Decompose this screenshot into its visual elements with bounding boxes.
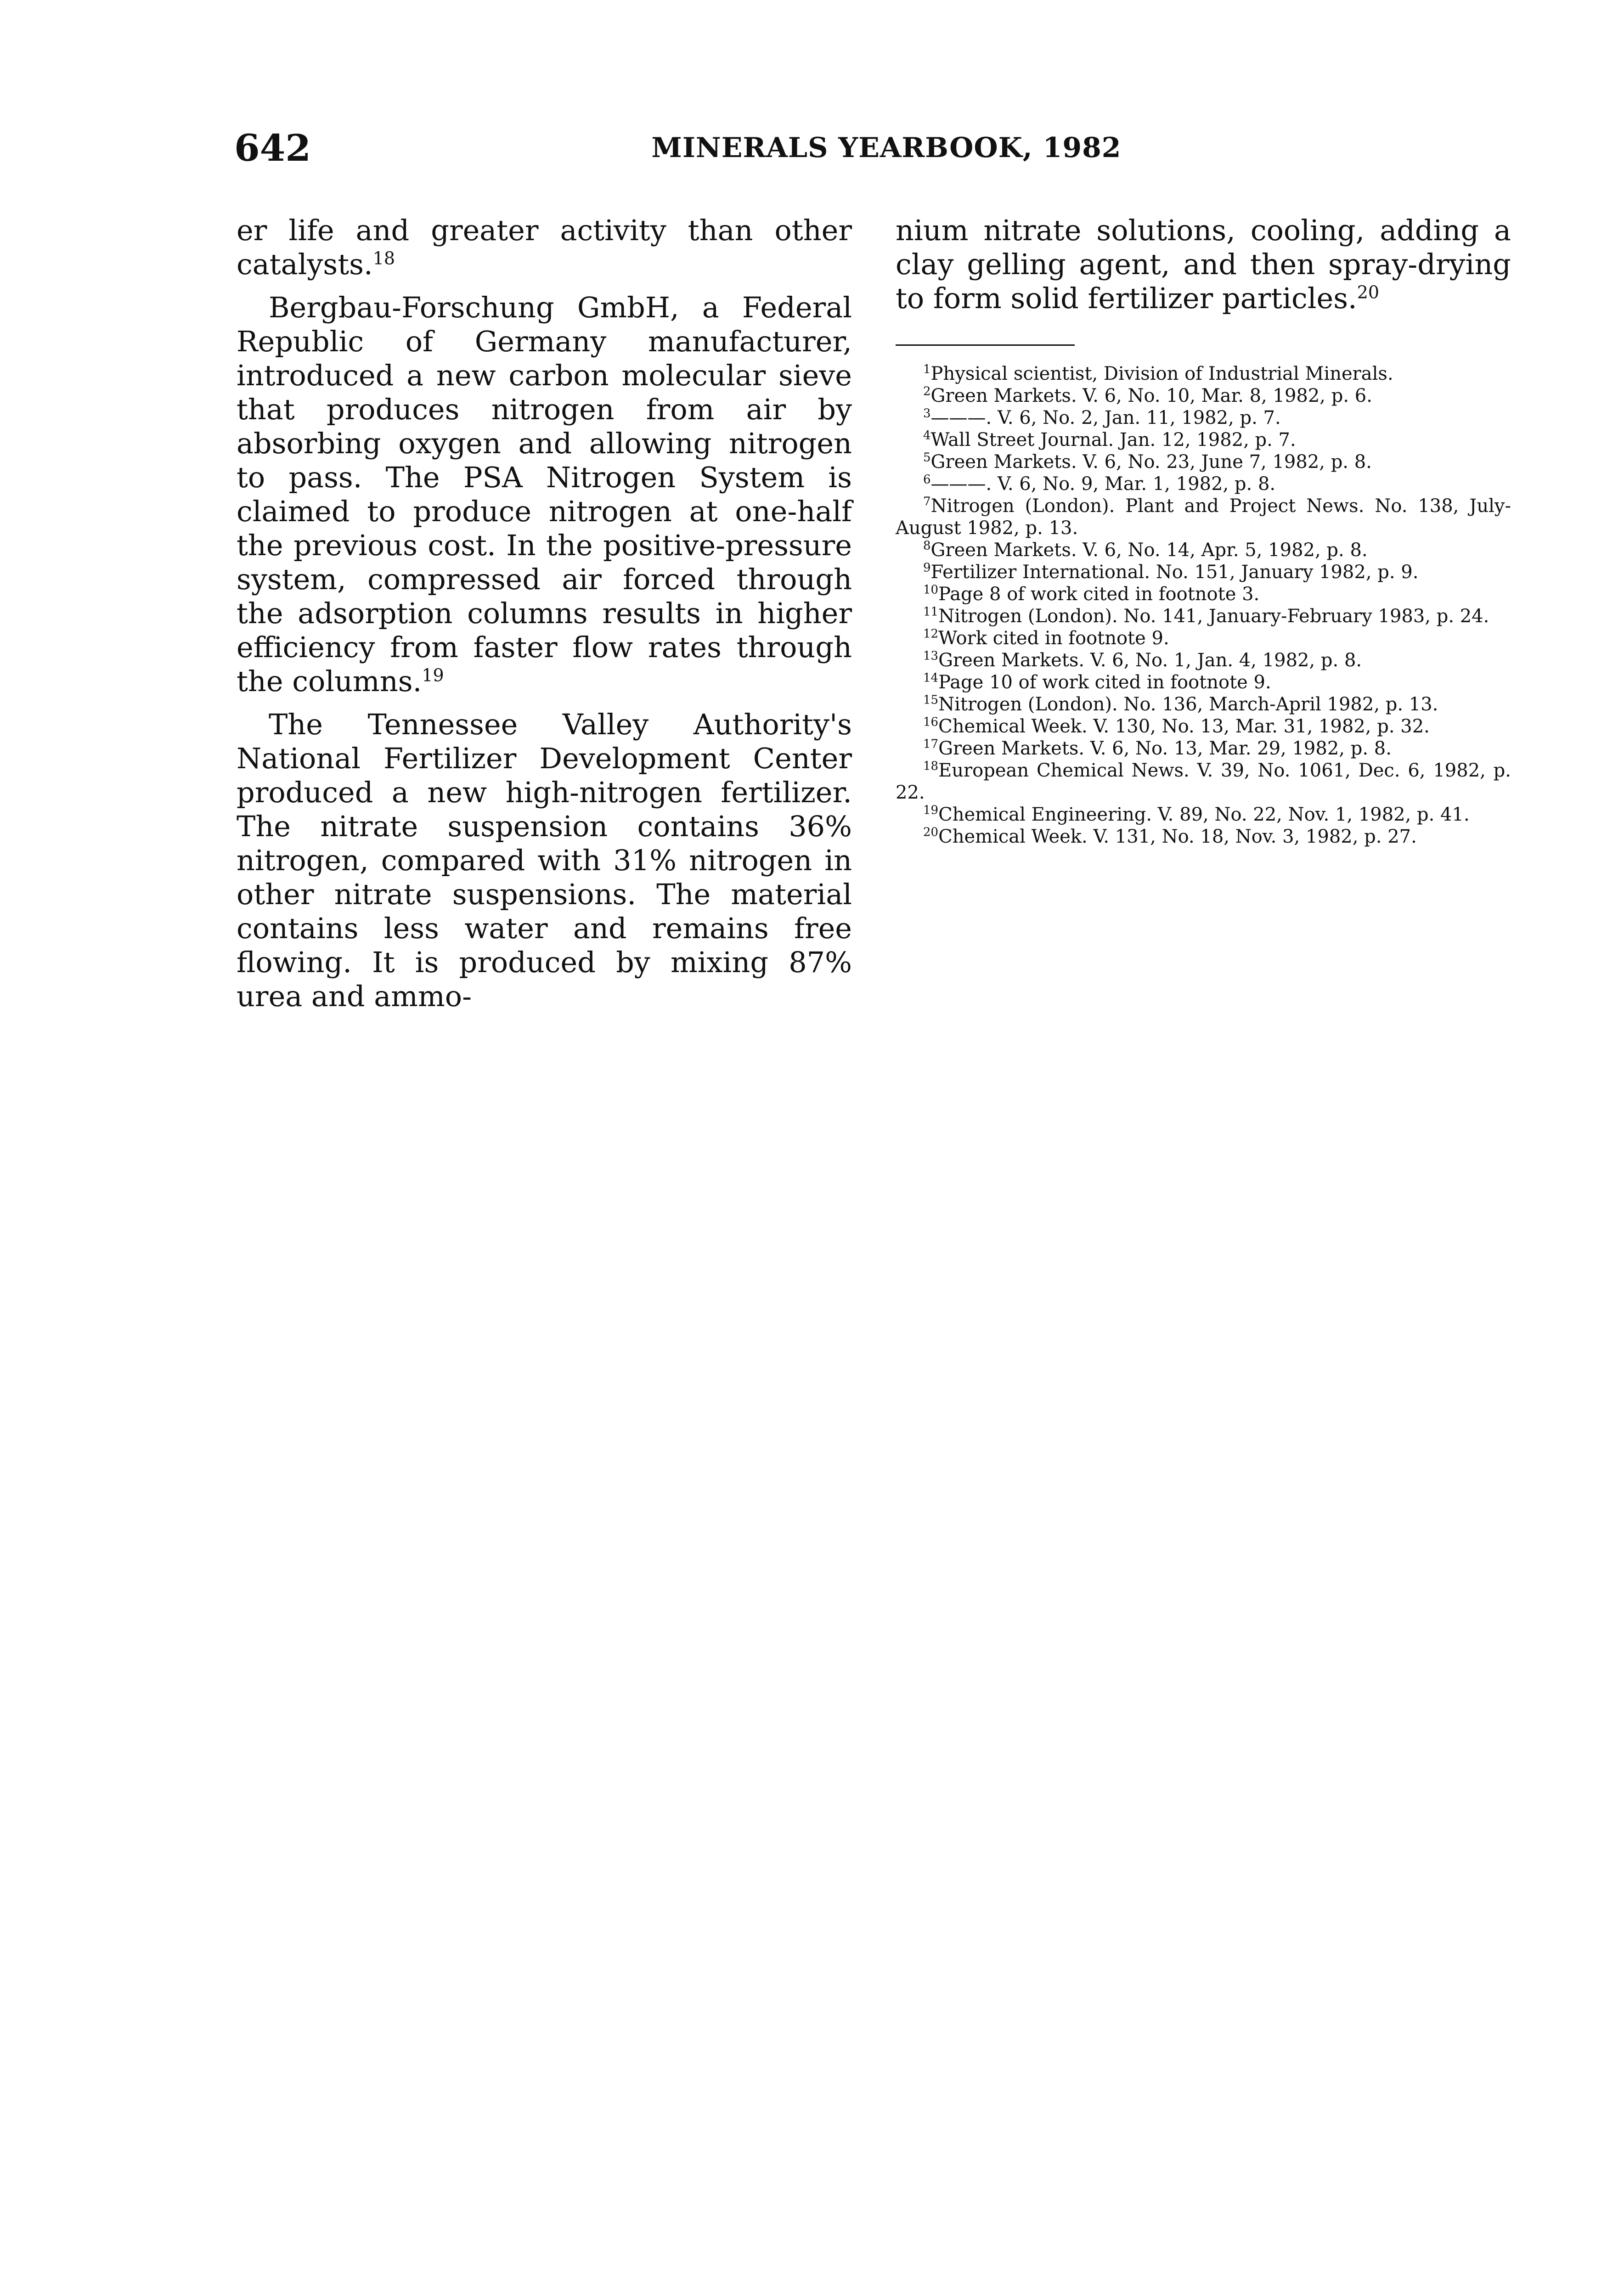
footnote-ref: 19 [422, 665, 444, 686]
footnote-text: Fertilizer International. No. 151, January 1982, p. 9. [930, 562, 1419, 583]
page-number: 642 [234, 126, 311, 169]
right-column [896, 214, 1511, 315]
footnote-number: 11 [923, 605, 939, 619]
footnote-text: Nitrogen (London). Plant and Project News. No. 138, July-August 1982, p. 13. [896, 495, 1511, 539]
footnote-ref: 18 [372, 248, 395, 269]
footnote-text: European Chemical News. V. 39, No. 1061, Dec. 6, 1982, p. 22. [896, 760, 1511, 803]
paragraph-continuation [896, 214, 1511, 315]
paragraph-catalysts [237, 214, 852, 281]
footnote [896, 715, 1511, 737]
footnote-number: 1 [923, 362, 931, 377]
footnote-number: 12 [923, 627, 939, 641]
paragraph-text: Bergbau-Forschung GmbH, a Federal Republic of Germany manufacturer, introduced a new carbon molecular sieve that produces nitrogen from air by absorbing oxygen and allowing nitrogen to pass. The PSA Nitrogen System is claimed to produce nitrogen at one-half the previous cost. In the positive-pressure system, compressed air forced through the adsorption columns results in higher efficiency from faster flow rates through the columns. [237, 291, 852, 698]
footnote [896, 737, 1511, 760]
footnote [896, 804, 1511, 826]
footnote-number: 2 [923, 384, 931, 399]
footnote [896, 495, 1511, 539]
footnote [896, 385, 1511, 407]
footnote-text: Page 8 of work cited in footnote 3. [938, 584, 1260, 605]
footnote-text: Chemical Week. V. 131, No. 18, Nov. 3, 1982, p. 27. [938, 826, 1417, 847]
footnote-text: Green Markets. V. 6, No. 23, June 7, 1982, p. 8. [930, 451, 1372, 473]
paragraph-text: nium nitrate solutions, cooling, adding a clay gelling agent, and then spray-drying to form solid fertilizer particles. [896, 214, 1511, 315]
footnote-number: 7 [923, 495, 931, 509]
footnote [896, 627, 1511, 649]
footnote-number: 14 [923, 671, 939, 685]
footnote [896, 760, 1511, 804]
footnotes-list [896, 363, 1511, 848]
footnote [896, 649, 1511, 671]
footnote-text: Nitrogen (London). No. 141, January-February 1983, p. 24. [938, 606, 1489, 627]
footnote-text: Wall Street Journal. Jan. 12, 1982, p. 7. [930, 429, 1296, 450]
footnote [896, 561, 1511, 583]
footnote-number: 4 [923, 428, 931, 443]
footnote-text: Page 10 of work cited in footnote 9. [938, 672, 1271, 693]
footnote [896, 451, 1511, 473]
running-title: MINERALS YEARBOOK, 1982 [651, 132, 1122, 164]
footnote-text: Green Markets. V. 6, No. 10, Mar. 8, 1982, p. 6. [930, 385, 1372, 406]
footnote-text: Green Markets. V. 6, No. 14, Apr. 5, 1982, p. 8. [930, 540, 1368, 561]
footnote-number: 20 [923, 825, 939, 839]
footnote-number: 16 [923, 715, 939, 729]
footnote-text: Work cited in footnote 9. [938, 628, 1169, 649]
footnote-number: 8 [923, 539, 931, 553]
footnote-number: 18 [923, 759, 939, 773]
footnote-number: 9 [923, 561, 931, 575]
left-column [237, 214, 852, 1013]
footnote-number: 3 [923, 406, 931, 421]
footnote [896, 407, 1511, 429]
footnote-number: 15 [923, 693, 939, 707]
footnote [896, 473, 1511, 495]
footnote-text: Chemical Engineering. V. 89, No. 22, Nov. 1, 1982, p. 41. [938, 804, 1470, 825]
footnote [896, 539, 1511, 561]
footnote-text: Nitrogen (London). No. 136, March-April 1982, p. 13. [938, 694, 1438, 715]
paragraph-bergbau [237, 291, 852, 698]
footnote-number: 10 [923, 583, 939, 597]
footnote-number: 17 [923, 737, 939, 751]
footnote-number: 5 [923, 450, 931, 465]
footnote-text: Physical scientist, Division of Industrial Minerals. [930, 363, 1393, 384]
footnote [896, 605, 1511, 627]
footnote [896, 671, 1511, 693]
footnote [896, 693, 1511, 715]
footnote-number: 6 [923, 473, 931, 487]
footnote-number: 13 [923, 649, 939, 663]
footnote [896, 429, 1511, 451]
footnote-text: Green Markets. V. 6, No. 1, Jan. 4, 1982, p. 8. [938, 650, 1362, 671]
footnote-ref: 20 [1357, 282, 1380, 303]
footnote-text: ———. V. 6, No. 9, Mar. 1, 1982, p. 8. [930, 473, 1276, 495]
paragraph-text: er life and greater activity than other catalysts. [237, 214, 852, 281]
footnote-text: Chemical Week. V. 130, No. 13, Mar. 31, 1982, p. 32. [938, 716, 1430, 737]
footnote-text: Green Markets. V. 6, No. 13, Mar. 29, 1982, p. 8. [938, 738, 1392, 759]
footnote [896, 583, 1511, 605]
footnote [896, 826, 1511, 848]
footnote [896, 363, 1511, 385]
footnote-divider [896, 344, 1075, 346]
footnote-text: ———. V. 6, No. 2, Jan. 11, 1982, p. 7. [930, 407, 1281, 428]
footnote-number: 19 [923, 803, 939, 817]
paragraph-text: The Tennessee Valley Authority's National Fertilizer Development Center produced a new high-nitrogen fertilizer. The nitrate suspension contains 36% nitrogen, compared with 31% nitrogen in other nitrate suspensions. The material contains less water and remains free flowing. It is produced by mixing 87% urea and ammo- [237, 708, 852, 1013]
paragraph-tva [237, 708, 852, 1013]
